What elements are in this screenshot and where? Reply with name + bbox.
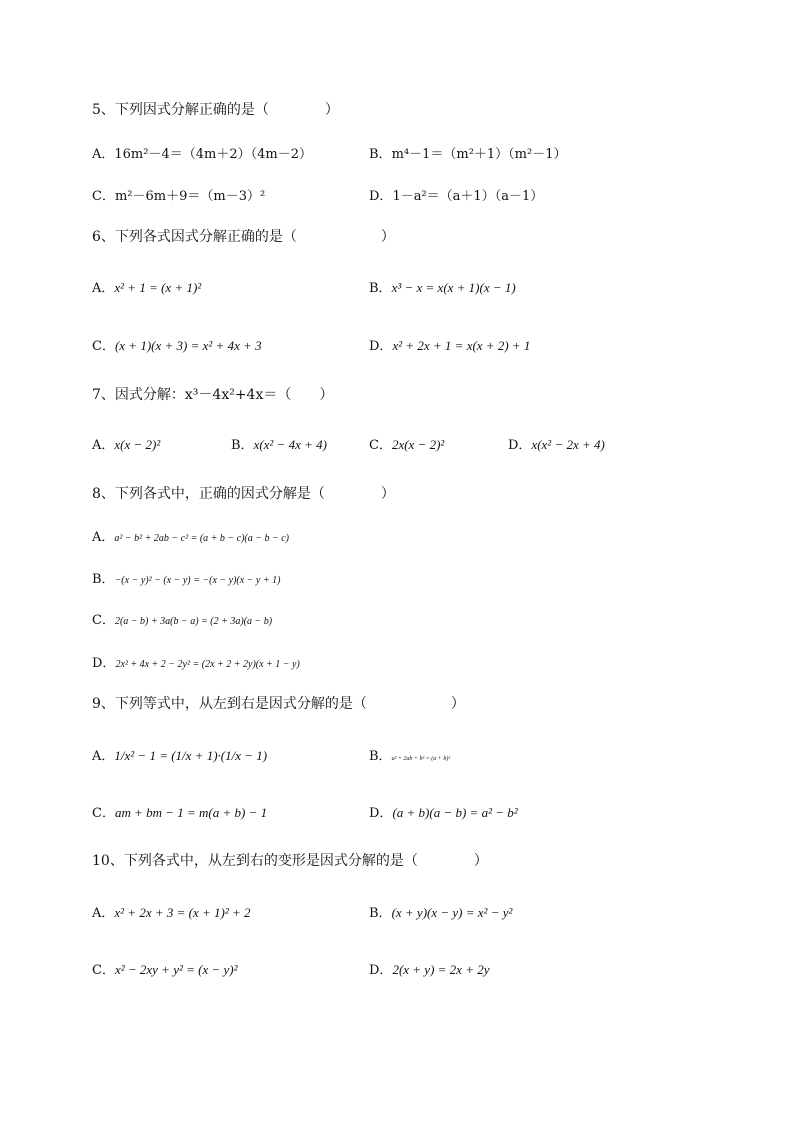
q8-option-c[interactable] <box>92 609 272 628</box>
option-math: −(x − y)² − (x − y) = −(x − y)(x − y + 1) <box>114 575 281 586</box>
q7-option-c[interactable] <box>369 434 444 453</box>
question-5-stem: 5、下列因式分解正确的是（ ） <box>92 102 339 118</box>
option-label: D． <box>369 963 393 978</box>
option-label: B． <box>369 281 392 296</box>
option-math: x² + 2x + 1 = x(x + 2) + 1 <box>392 338 531 353</box>
option-math: x(x − 2)² <box>114 437 161 452</box>
option-math: a² + 2ab + b² = (a + b)² <box>391 756 451 762</box>
option-label: C． <box>92 613 115 628</box>
q7-option-a[interactable] <box>92 434 160 453</box>
question-10-stem: 10、下列各式中，从左到右的变形是因式分解的是（ ） <box>92 853 488 869</box>
option-math: 2(x + y) = 2x + 2y <box>392 962 490 977</box>
option-label: D． <box>369 806 393 821</box>
q6-option-d[interactable] <box>369 335 530 354</box>
option-math: 2x(x − 2)² <box>391 437 445 452</box>
q5-option-a[interactable] <box>92 143 312 162</box>
option-label: D． <box>369 339 393 354</box>
option-label: B． <box>231 438 254 453</box>
option-label: C． <box>92 806 115 821</box>
q9-option-c[interactable] <box>92 802 267 821</box>
option-label: C． <box>92 339 115 354</box>
option-math: a² − b² + 2ab − c² = (a + b − c)(a − b − c) <box>114 533 290 544</box>
q10-option-d[interactable] <box>369 959 490 978</box>
option-label: B． <box>369 147 392 162</box>
q8-option-a[interactable] <box>92 526 289 545</box>
option-math: x³ − x = x(x + 1)(x − 1) <box>391 280 516 295</box>
q6-option-a[interactable] <box>92 277 201 296</box>
q7-option-b[interactable] <box>231 434 327 453</box>
option-math: x² + 2x + 3 = (x + 1)² + 2 <box>114 905 251 920</box>
option-text: m⁴－1＝（m²＋1）（m²－1） <box>391 147 567 162</box>
option-math: x² + 1 = (x + 1)² <box>114 280 202 295</box>
option-math: 2(a − b) + 3a(b − a) = (2 + 3a)(a − b) <box>114 616 273 627</box>
q5-option-d[interactable] <box>369 185 543 204</box>
option-text: 16m²－4＝（4m＋2）（4m－2） <box>114 147 312 162</box>
option-math: am + bm − 1 = m(a + b) − 1 <box>114 805 268 820</box>
option-math: (x + y)(x − y) = x² − y² <box>391 905 513 920</box>
q5-option-b[interactable] <box>369 143 567 162</box>
option-label: A． <box>92 147 115 162</box>
option-label: A． <box>92 530 115 545</box>
q9-option-d[interactable] <box>369 802 518 821</box>
q5-option-c[interactable] <box>92 185 265 204</box>
option-label: C． <box>369 438 392 453</box>
option-math: x(x² − 2x + 4) <box>531 437 605 452</box>
option-label: A． <box>92 438 115 453</box>
option-label: B． <box>92 572 115 587</box>
option-label: C． <box>92 963 115 978</box>
q6-option-c[interactable] <box>92 335 262 354</box>
question-9-stem: 9、下列等式中，从左到右是因式分解的是（ ） <box>92 696 465 712</box>
q9-option-b[interactable] <box>369 745 450 764</box>
option-math: x(x² − 4x + 4) <box>253 437 327 452</box>
option-math: 1/x² − 1 = (1/x + 1)·(1/x − 1) <box>114 748 268 763</box>
question-7-stem: 7、因式分解：x³－4x²+4x＝（ ） <box>92 387 334 403</box>
q10-option-b[interactable] <box>369 902 512 921</box>
option-label: A． <box>92 749 115 764</box>
q10-option-c[interactable] <box>92 959 238 978</box>
option-text: 1－a²＝（a＋1）（a－1） <box>392 189 544 204</box>
option-text: m²－6m＋9＝（m－3）² <box>114 189 266 204</box>
q9-option-a[interactable] <box>92 745 267 764</box>
option-label: D． <box>92 656 116 671</box>
option-math: (x + 1)(x + 3) = x² + 4x + 3 <box>114 338 262 353</box>
option-math: 2x² + 4x + 2 − 2y² = (2x + 2 + 2y)(x + 1 − y) <box>115 659 300 670</box>
q8-option-d[interactable] <box>92 652 300 671</box>
option-math: (a + b)(a − b) = a² − b² <box>392 805 518 820</box>
option-label: B． <box>369 906 392 921</box>
option-label: A． <box>92 906 115 921</box>
q8-option-b[interactable] <box>92 568 280 587</box>
option-label: B． <box>369 749 392 764</box>
q6-option-b[interactable] <box>369 277 516 296</box>
option-label: D． <box>508 438 532 453</box>
option-math: x² − 2xy + y² = (x − y)² <box>114 962 238 977</box>
question-8-stem: 8、下列各式中，正确的因式分解是（ ） <box>92 486 395 502</box>
question-6-stem: 6、下列各式因式分解正确的是（ ） <box>92 229 395 245</box>
option-label: A． <box>92 281 115 296</box>
q10-option-a[interactable] <box>92 902 251 921</box>
q7-option-d[interactable] <box>508 434 605 453</box>
option-label: D． <box>369 189 393 204</box>
option-label: C． <box>92 189 115 204</box>
